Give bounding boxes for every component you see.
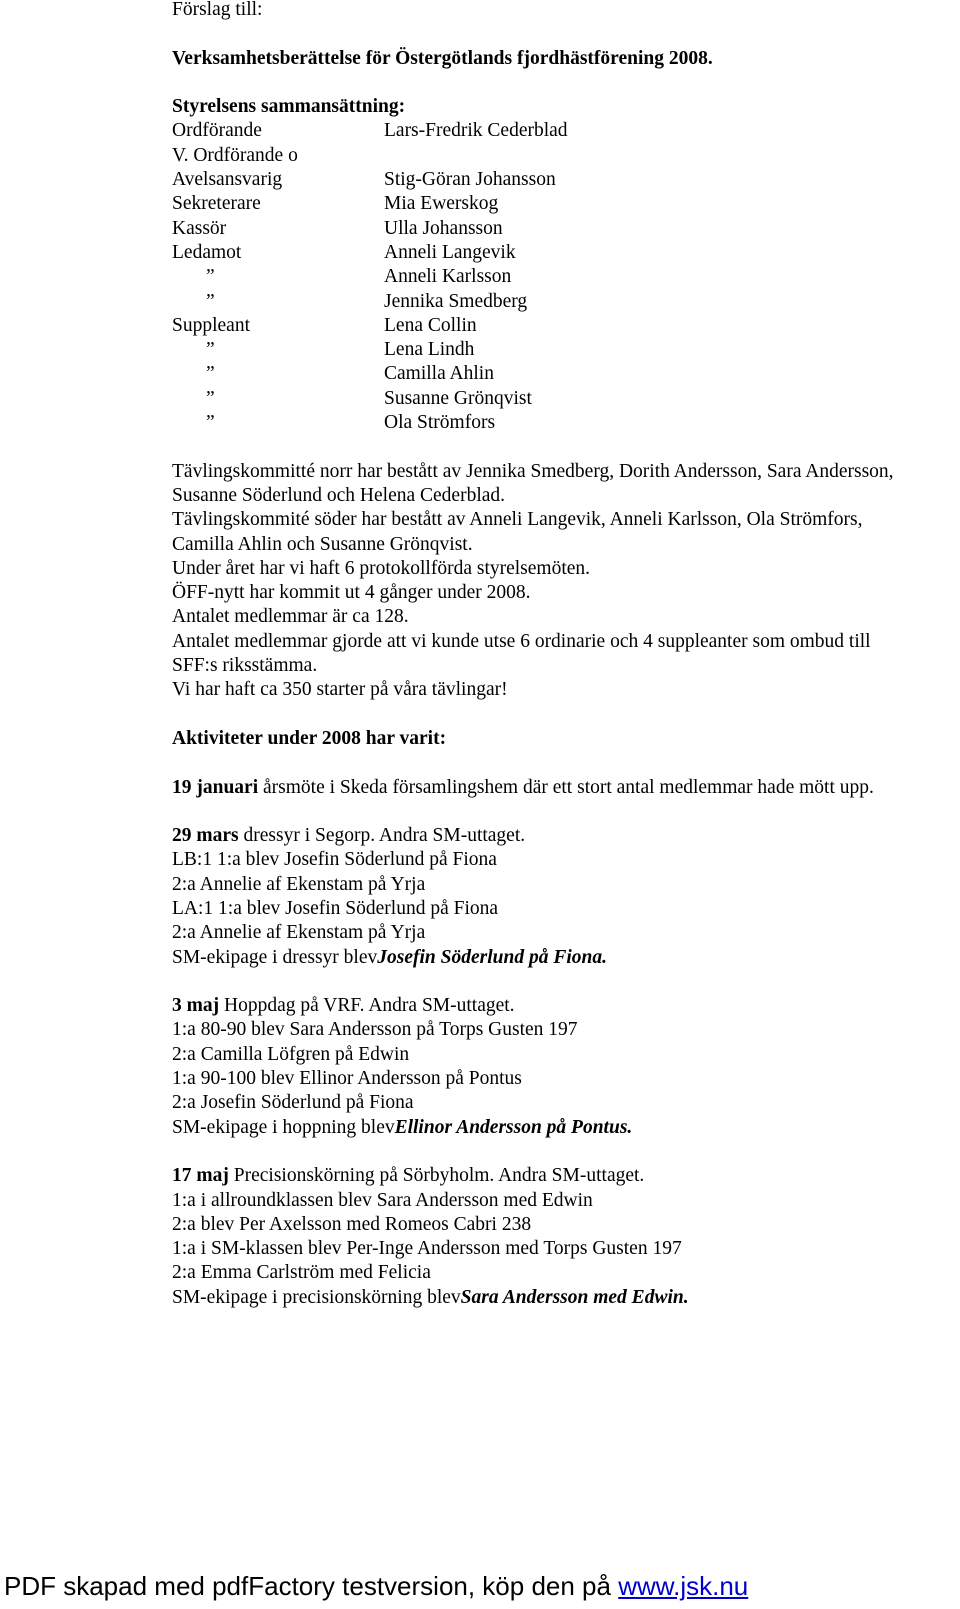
board-row xyxy=(172,314,952,338)
board-role: Avelsansvarig xyxy=(172,169,283,191)
board-member: Ulla Johansson xyxy=(384,217,503,239)
sm-winner: Josefin Söderlund på Fiona. xyxy=(377,946,607,968)
board-row xyxy=(172,168,952,192)
sm-prefix: SM-ekipage i dressyr blev xyxy=(172,946,378,968)
event-result: 2:a Emma Carlström med Felicia xyxy=(172,1262,431,1284)
board-row xyxy=(172,144,952,168)
event-result: 2:a Annelie af Ekenstam på Yrja xyxy=(172,873,426,895)
board-role: Kassör xyxy=(172,217,227,239)
event-description: Precisionskörning på Sörbyholm. Andra SM-uttaget. xyxy=(228,1165,645,1187)
board-heading: Styrelsens sammansättning: xyxy=(172,96,406,118)
footer-link[interactable]: www.jsk.nu xyxy=(618,1571,749,1601)
board-row xyxy=(172,192,952,216)
sm-winner: Ellinor Andersson på Pontus. xyxy=(394,1116,633,1138)
event-date: 19 januari xyxy=(172,776,259,798)
board-role-ditto: ” xyxy=(206,290,215,312)
info-line: Vi har haft ca 350 starter på våra tävlingar! xyxy=(172,679,508,701)
pdf-footer xyxy=(4,1570,748,1602)
event-sm-line xyxy=(172,1286,952,1310)
board-row xyxy=(172,290,952,314)
board-member: Lena Collin xyxy=(384,314,477,336)
board-member: Anneli Langevik xyxy=(384,241,516,263)
pre-title: Förslag till: xyxy=(172,0,263,20)
board-member: Ola Strömfors xyxy=(384,412,496,434)
event-sm-line xyxy=(172,1116,952,1140)
info-paragraph xyxy=(172,460,952,703)
event-description: Hoppdag på VRF. Andra SM-uttaget. xyxy=(219,995,515,1017)
sm-prefix: SM-ekipage i precisionskörning blev xyxy=(172,1286,461,1308)
board-member: Anneli Karlsson xyxy=(384,266,512,288)
board-row xyxy=(172,217,952,241)
info-line: Camilla Ahlin och Susanne Grönqvist. xyxy=(172,533,473,555)
board-member: Camilla Ahlin xyxy=(384,363,494,385)
board-row xyxy=(172,387,952,411)
board-list xyxy=(172,119,952,435)
info-line: ÖFF-nytt har kommit ut 4 gånger under 2008. xyxy=(172,582,531,604)
info-line: SFF:s riksstämma. xyxy=(172,655,318,677)
info-line: Tävlingskommité söder har bestått av Anneli Langevik, Anneli Karlsson, Ola Strömfors, xyxy=(172,509,863,531)
activities-heading: Aktiviteter under 2008 har varit: xyxy=(172,727,447,749)
board-role: Sekreterare xyxy=(172,193,261,215)
board-row xyxy=(172,265,952,289)
board-member: Jennika Smedberg xyxy=(384,290,528,312)
board-role: Ledamot xyxy=(172,241,242,263)
event-result: LB:1 1:a blev Josefin Söderlund på Fiona xyxy=(172,849,497,871)
document-page xyxy=(172,0,952,1310)
board-member: Susanne Grönqvist xyxy=(384,387,532,409)
event-header xyxy=(172,1164,952,1188)
board-role-ditto: ” xyxy=(206,387,215,409)
board-member: Stig-Göran Johansson xyxy=(384,169,556,191)
board-row xyxy=(172,338,952,362)
info-line: Tävlingskommitté norr har bestått av Jennika Smedberg, Dorith Andersson, Sara Andersson, xyxy=(172,460,894,482)
event-date: 17 maj xyxy=(172,1165,229,1187)
event-header xyxy=(172,994,952,1018)
board-row xyxy=(172,362,952,386)
event-header xyxy=(172,824,952,848)
board-role-ditto: ” xyxy=(206,266,215,288)
event-result: 1:a 80-90 blev Sara Andersson på Torps Gusten 197 xyxy=(172,1019,578,1041)
event-result: 1:a i allroundklassen blev Sara Andersson med Edwin xyxy=(172,1189,593,1211)
event-result: 2:a Camilla Löfgren på Edwin xyxy=(172,1043,410,1065)
footer-text: PDF skapad med pdfFactory testversion, köp den på xyxy=(4,1571,619,1601)
event-header xyxy=(172,776,952,800)
event-result: LA:1 1:a blev Josefin Söderlund på Fiona xyxy=(172,897,499,919)
board-member: Lena Lindh xyxy=(384,339,475,361)
event-result: 2:a Annelie af Ekenstam på Yrja xyxy=(172,922,426,944)
event-description: dressyr i Segorp. Andra SM-uttaget. xyxy=(238,825,526,847)
event-date: 3 maj xyxy=(172,995,220,1017)
board-row xyxy=(172,411,952,435)
board-member: Lars-Fredrik Cederblad xyxy=(384,120,568,142)
event-description: årsmöte i Skeda församlingshem där ett stort antal medlemmar hade mött upp. xyxy=(258,776,874,798)
info-line: Antalet medlemmar är ca 128. xyxy=(172,606,409,628)
info-line: Antalet medlemmar gjorde att vi kunde utse 6 ordinarie och 4 suppleanter som ombud till xyxy=(172,630,871,652)
event-date: 29 mars xyxy=(172,825,239,847)
event-sm-line xyxy=(172,946,952,970)
event-result: 1:a i SM-klassen blev Per-Inge Andersson med Torps Gusten 197 xyxy=(172,1238,682,1260)
info-line: Susanne Söderlund och Helena Cederblad. xyxy=(172,484,506,506)
board-role-ditto: ” xyxy=(206,412,215,434)
board-role-ditto: ” xyxy=(206,363,215,385)
sm-winner: Sara Andersson med Edwin. xyxy=(460,1286,689,1308)
board-member: Mia Ewerskog xyxy=(384,193,499,215)
event-result: 2:a Josefin Söderlund på Fiona xyxy=(172,1092,414,1114)
board-row xyxy=(172,241,952,265)
board-row xyxy=(172,119,952,143)
board-role: Ordförande xyxy=(172,120,262,142)
sm-prefix: SM-ekipage i hoppning blev xyxy=(172,1116,395,1138)
board-role-ditto: ” xyxy=(206,339,215,361)
board-role: V. Ordförande o xyxy=(172,144,298,166)
event-result: 1:a 90-100 blev Ellinor Andersson på Pontus xyxy=(172,1068,522,1090)
event-result: 2:a blev Per Axelsson med Romeos Cabri 238 xyxy=(172,1213,532,1235)
document-title: Verksamhetsberättelse för Östergötlands fjordhästförening 2008. xyxy=(172,47,713,69)
board-role: Suppleant xyxy=(172,314,250,336)
info-line: Under året har vi haft 6 protokollförda styrelsemöten. xyxy=(172,557,591,579)
